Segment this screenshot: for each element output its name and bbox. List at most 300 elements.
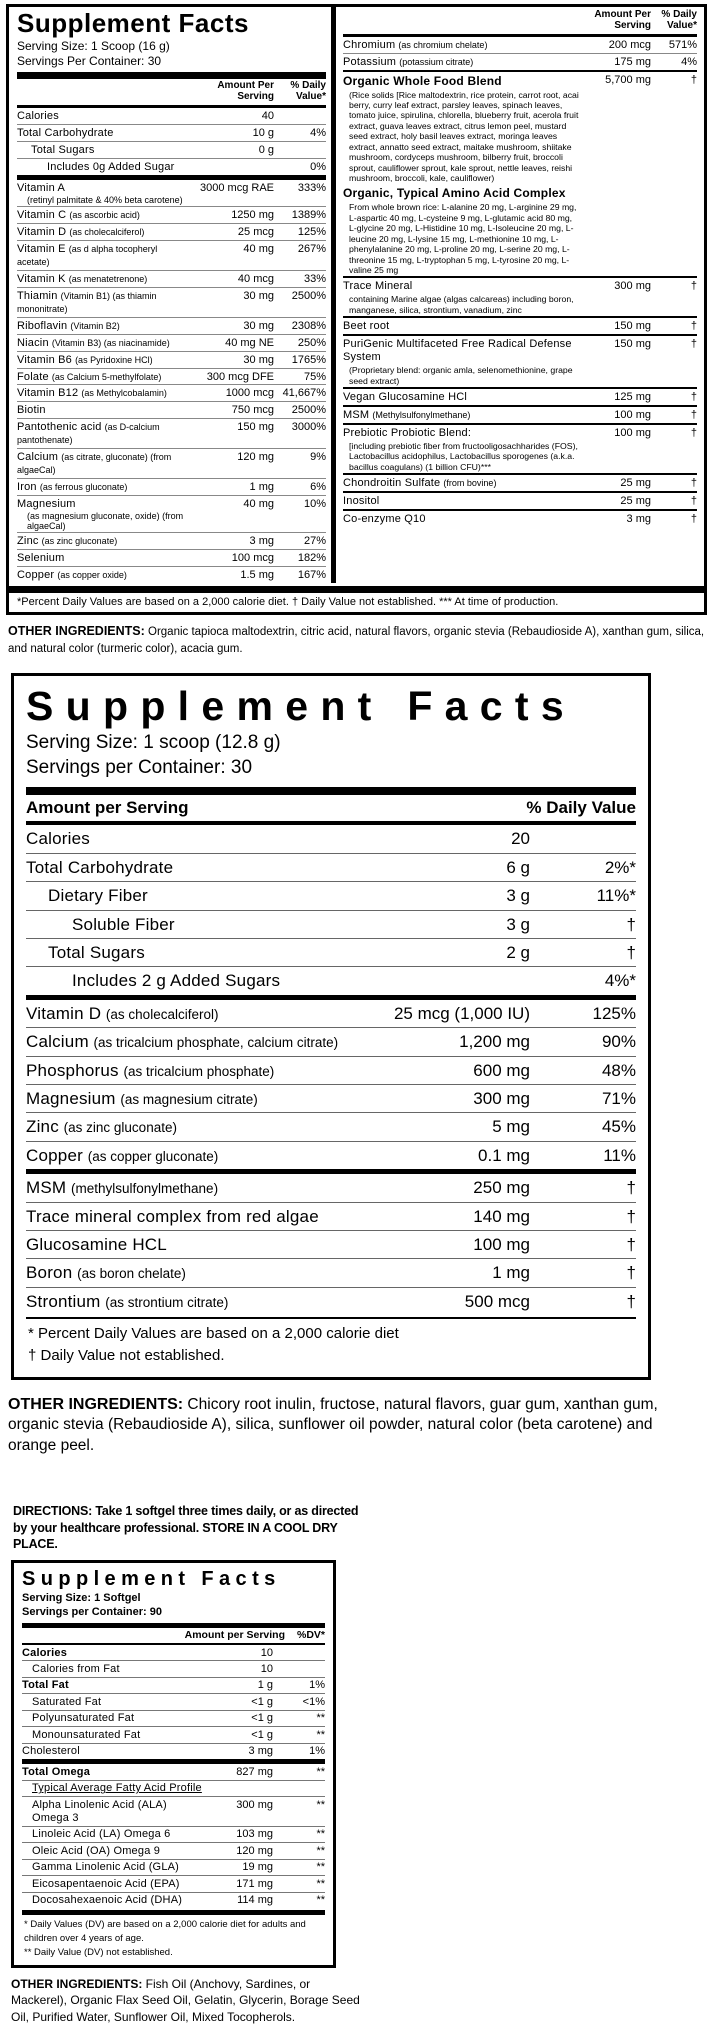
table-row xyxy=(22,1892,325,1908)
table-row xyxy=(17,566,326,583)
nutrient-note: (as tricalcium phosphate, calcium citrate) xyxy=(93,1035,339,1051)
row-name xyxy=(26,1292,372,1312)
other-ingredients-text: Organic tapioca maltodextrin, citric acid, natural flavors, organic stevia (Rebaudioside A), xanthan gum, silica, and natural color (turmeric color), acacia gum. xyxy=(8,626,705,655)
nutrient-name: Boron xyxy=(26,1263,73,1283)
row-daily-value: † xyxy=(626,942,636,962)
row-daily-value: ** xyxy=(316,1765,325,1778)
row-amount: 30 mg xyxy=(243,319,274,332)
row-amount: 300 mg xyxy=(236,1798,273,1811)
nutrient-name: Zinc xyxy=(17,535,39,548)
nutrient-name: Vitamin A xyxy=(17,181,66,194)
top-label-right-column xyxy=(336,7,704,583)
row-name xyxy=(343,427,579,472)
row-amount: 3000 mcg RAE xyxy=(200,181,274,194)
row-daily-value: † xyxy=(690,495,697,508)
divider-bar xyxy=(17,72,326,79)
table-row xyxy=(17,448,326,478)
nutrient-name: Soluble Fiber xyxy=(72,914,175,934)
nutrient-name: Iron xyxy=(17,481,37,494)
table-row xyxy=(26,1202,636,1230)
nutrient-note: (from bovine) xyxy=(443,478,497,489)
row-daily-value: 33% xyxy=(303,272,326,285)
nutrient-name: Alpha Linolenic Acid (ALA) Omega 3 xyxy=(32,1798,167,1824)
row-amount: 103 mg xyxy=(236,1828,273,1841)
table-row xyxy=(26,1258,636,1286)
row-daily-value: † xyxy=(626,1291,636,1311)
nutrient-note: (as boron chelate) xyxy=(77,1266,186,1282)
table-row xyxy=(17,401,326,418)
nutrient-note: (potassium citrate) xyxy=(399,56,474,67)
amount-header: Amount Per Serving xyxy=(217,80,274,103)
row-name xyxy=(22,1696,205,1709)
table-row xyxy=(22,1859,325,1875)
column-headers xyxy=(26,795,636,825)
top-label-title: Supplement Facts xyxy=(17,8,249,38)
nutrient-description: containing Marine algae (algas calcareas) including boron, manganese, silica, strontium, vanadium, zinc xyxy=(349,294,574,315)
row-name xyxy=(26,858,372,878)
row-amount: 6 g xyxy=(506,857,530,877)
row-daily-value: 27% xyxy=(303,535,326,548)
row-amount: 19 mg xyxy=(242,1861,273,1874)
nutrient-description: From whole brown rice: L-alanine 20 mg, L-arginine 29 mg, L-aspartic 40 mg, L-cysteine 9 mg, L-glutamic acid 80 mg, L-glycine 20 mg, L-Histidine 10 mg, L-Isoleucine 20 mg, L-leucine 20 mg, L-lysine 15 mg, L-methionine 10 mg, L-phenylalanine 20 mg, L-proline 20 mg, L-serine 20 mg, L-threonine 15 mg, L-tryptophan 5 mg, L-tyrosine 20 mg, L-valine 25 mg xyxy=(349,202,577,276)
servings-per-container: Servings Per Container: 30 xyxy=(17,54,162,69)
directions xyxy=(13,1503,361,1552)
row-amount: 750 mcg xyxy=(231,404,274,417)
row-name xyxy=(22,1845,205,1858)
table-row xyxy=(22,1710,325,1726)
nutrient-name: Calories xyxy=(26,829,90,849)
nutrient-name: Prebiotic Probiotic Blend: xyxy=(343,427,472,440)
table-row xyxy=(17,351,326,368)
row-daily-value: 45% xyxy=(601,1117,636,1137)
row-amount: 827 mg xyxy=(236,1765,273,1778)
bot-label-footnotes xyxy=(22,1910,325,1959)
row-amount: 300 mg xyxy=(614,280,651,293)
nutrient-note: (as citrate, gluconate) (from algaeCal) xyxy=(17,452,172,476)
nutrient-description: [including prebiotic fiber from fructooligosachharides (FOS), Lactobacillus acidophilus, Lactobacillus sporogenes (a.k.a. bacillus coagulans) (1 billion CFU)*** xyxy=(349,441,578,472)
nutrient-name: Strontium xyxy=(26,1291,101,1311)
nutrient-description: (Rice solids [Rice maltodextrin, rice protein, carrot root, acai berry, curry leaf extract, parsley leaves, spinach leaves, tomato juice, spirulina, chlorella, blueberry fruit, acerola fruit extract, guava leaves extract, citrus lemon peel, mustard seed extract, holy basil leaves extract, moringa leaves extract, annatto seed extract, maitake mushroom, shiitake mushroom, cordyceps mushroom, bilberry fruit, broccoli sprout, cauliflower sprout, kale sprout, nettle leaves, reishi mushroom, broccoli, kale, cauliflower) xyxy=(349,89,579,183)
row-amount: 1,200 mg xyxy=(459,1032,530,1052)
row-name xyxy=(17,387,188,400)
row-daily-value: † xyxy=(690,477,697,490)
table-row xyxy=(17,206,326,223)
row-amount: 100 mg xyxy=(473,1234,530,1254)
row-name xyxy=(17,110,188,123)
scoop-supplement-facts-label xyxy=(11,673,651,1380)
row-daily-value: 11% xyxy=(603,1145,636,1165)
table-row xyxy=(26,1169,636,1201)
table-row xyxy=(343,184,697,276)
nutrient-note: (as copper oxide) xyxy=(57,570,127,581)
row-amount: 40 xyxy=(261,109,274,122)
daily-value-header: % Daily Value xyxy=(526,798,636,818)
table-row xyxy=(22,1693,325,1709)
servings-per-container: Servings per Container: 30 xyxy=(26,757,253,779)
row-amount: 0.1 mg xyxy=(478,1145,530,1165)
nutrient-name: Calcium xyxy=(17,451,59,464)
footnote-dv: * Percent Daily Values are based on a 2,000 calorie diet xyxy=(28,1325,399,1343)
row-amount: 114 mg xyxy=(237,1894,273,1907)
row-daily-value: † xyxy=(626,1263,636,1283)
table-row xyxy=(17,549,326,566)
nutrient-name: Magnesium xyxy=(26,1088,116,1108)
row-amount: 1000 mcg xyxy=(225,387,274,400)
row-daily-value: 333% xyxy=(297,181,326,194)
row-name xyxy=(17,404,188,417)
nutrient-name: MSM xyxy=(26,1178,67,1198)
row-amount: 150 mg xyxy=(237,421,274,434)
row-amount: 100 mg xyxy=(614,427,651,440)
table-row xyxy=(17,240,326,270)
row-amount: 1250 mg xyxy=(231,208,274,221)
row-daily-value: † xyxy=(690,513,697,526)
divider-bar xyxy=(26,787,636,795)
row-name xyxy=(26,1263,372,1283)
row-amount: 175 mg xyxy=(614,55,651,68)
row-name xyxy=(17,209,188,222)
table-row xyxy=(26,853,636,881)
row-name xyxy=(17,451,188,477)
nutrient-name: Linoleic Acid (LA) Omega 6 xyxy=(32,1828,171,1841)
nutrient-note: (as zinc gluconate) xyxy=(63,1120,177,1136)
row-amount: 120 mg xyxy=(237,451,274,464)
directions-store: STORE IN A COOL DRY PLACE. xyxy=(13,1520,338,1551)
row-name xyxy=(22,1663,205,1676)
row-name xyxy=(22,1878,205,1891)
table-row xyxy=(17,532,326,549)
row-amount: <1 g xyxy=(251,1712,273,1725)
row-name xyxy=(26,1032,372,1052)
row-name xyxy=(17,535,188,548)
nutrient-name: Calories xyxy=(22,1646,68,1659)
row-name xyxy=(22,1782,205,1795)
row-name xyxy=(17,243,188,269)
row-daily-value: 10% xyxy=(303,498,326,511)
row-daily-value: 75% xyxy=(303,370,326,383)
row-amount: 10 g xyxy=(252,126,274,139)
row-daily-value: 125% xyxy=(297,225,326,238)
row-daily-value: 4% xyxy=(310,126,326,139)
row-daily-value: 90% xyxy=(601,1032,636,1052)
row-amount: 25 mcg (1,000 IU) xyxy=(393,1003,530,1023)
row-name xyxy=(343,39,579,52)
table-row xyxy=(22,1759,325,1779)
row-amount: 250 mg xyxy=(473,1178,530,1198)
row-name xyxy=(17,481,188,494)
row-amount: 300 mcg DFE xyxy=(206,370,274,383)
nutrient-name: Beet root xyxy=(343,320,390,333)
table-row xyxy=(343,423,697,473)
row-daily-value: 2%* xyxy=(604,857,636,877)
row-amount: 25 mcg xyxy=(237,225,274,238)
directions-text: Take 1 softgel three times daily, or as directed by your healthcare professional. xyxy=(13,1504,359,1535)
top-label-columns xyxy=(9,7,704,583)
nutrient-name: Folate xyxy=(17,370,49,383)
row-name xyxy=(17,337,188,350)
row-amount: 5 mg xyxy=(492,1117,530,1137)
nutrient-name: Typical Average Fatty Acid Profile xyxy=(32,1782,202,1795)
nutrient-name: Thiamin xyxy=(17,289,58,302)
row-amount: 140 mg xyxy=(473,1206,530,1226)
nutrient-note: (as tricalcium phosphate) xyxy=(123,1063,275,1079)
table-row xyxy=(22,1660,325,1676)
row-daily-value: 125% xyxy=(592,1003,636,1023)
daily-value-header: % Daily Value* xyxy=(290,80,326,103)
row-amount: 3 g xyxy=(506,914,530,934)
amount-header: Amount per Serving xyxy=(184,1628,285,1641)
nutrient-name: Monounsaturated Fat xyxy=(32,1728,141,1741)
row-name xyxy=(17,421,188,447)
row-name xyxy=(17,320,188,333)
row-name xyxy=(343,495,579,508)
table-row xyxy=(343,509,697,527)
row-name xyxy=(17,226,188,239)
row-name xyxy=(17,161,188,174)
row-name xyxy=(17,273,188,286)
table-row xyxy=(17,384,326,401)
row-daily-value: 0% xyxy=(310,160,326,173)
nutrient-note: (methylsulfonylmethane) xyxy=(71,1181,219,1197)
directions-label: DIRECTIONS: xyxy=(13,1504,93,1519)
row-name xyxy=(17,498,188,531)
row-daily-value: 11%* xyxy=(596,886,636,906)
row-daily-value: † xyxy=(626,1234,636,1254)
nutrient-name: Docosahexaenoic Acid (DHA) xyxy=(32,1894,183,1907)
table-row xyxy=(22,1796,325,1825)
nutrient-name: Magnesium xyxy=(17,498,76,511)
row-amount: 1 mg xyxy=(492,1263,530,1283)
nutrient-name: Saturated Fat xyxy=(32,1695,102,1708)
nutrient-note: (as chromium chelate) xyxy=(398,39,488,50)
nutrient-note: (as Calcium 5-methylfolate) xyxy=(51,371,162,382)
table-row xyxy=(22,1743,325,1759)
row-name xyxy=(17,144,188,157)
other-ingredients-label: OTHER INGREDIENTS: xyxy=(11,1977,143,1992)
row-daily-value: ** xyxy=(316,1728,325,1741)
row-amount: 30 mg xyxy=(243,353,274,366)
nutrient-note: (Vitamin B1) (as thiamin mononitrate) xyxy=(17,290,157,314)
row-amount: 200 mcg xyxy=(608,38,651,51)
row-name xyxy=(343,56,579,69)
row-daily-value: ** xyxy=(316,1798,325,1811)
divider-bar xyxy=(9,586,704,593)
nutrient-note: (as ascorbic acid) xyxy=(69,209,140,220)
table-row xyxy=(17,175,326,206)
row-amount: 3 g xyxy=(506,886,530,906)
table-row xyxy=(17,124,326,141)
row-daily-value: 1% xyxy=(309,1679,325,1692)
row-name xyxy=(26,1178,372,1198)
bot-label-title: Supplement Facts xyxy=(22,1568,281,1591)
nutrient-name: Copper xyxy=(17,569,55,582)
nutrient-note: (as zinc gluconate) xyxy=(41,536,118,547)
row-daily-value: 9% xyxy=(310,451,326,464)
nutrient-note: (as d alpha tocopheryl acetate) xyxy=(17,243,158,267)
nutrient-name: Includes 2 g Added Sugars xyxy=(72,971,281,991)
serving-size: Serving Size: 1 scoop (12.8 g) xyxy=(26,731,281,753)
table-row xyxy=(17,418,326,448)
nutrient-name: Total Sugars xyxy=(31,143,95,156)
row-name xyxy=(26,1061,372,1081)
table-row xyxy=(26,1056,636,1084)
row-daily-value: 571% xyxy=(668,38,697,51)
table-row xyxy=(26,1287,636,1315)
row-daily-value: † xyxy=(626,914,636,934)
row-amount: 100 mcg xyxy=(231,552,274,565)
row-amount: 40 mg xyxy=(243,242,274,255)
other-ingredients-mid xyxy=(8,1394,668,1458)
row-daily-value: 4% xyxy=(681,55,697,68)
nutrient-name: Includes 0g Added Sugar xyxy=(47,160,175,173)
row-amount: 25 mg xyxy=(620,477,651,490)
other-ingredients-top xyxy=(8,623,705,657)
nutrient-name: Phosphorus xyxy=(26,1060,119,1080)
row-daily-value: † xyxy=(690,320,697,333)
table-row xyxy=(22,1780,325,1796)
row-daily-value: † xyxy=(690,338,697,351)
row-amount: 2 g xyxy=(506,942,530,962)
table-row xyxy=(26,1084,636,1112)
row-daily-value: † xyxy=(690,427,697,440)
nutrient-name: Glucosamine HCL xyxy=(26,1234,167,1254)
row-name xyxy=(22,1799,205,1825)
row-daily-value: 2500% xyxy=(291,404,326,417)
table-row xyxy=(26,910,636,938)
table-row xyxy=(343,316,697,334)
serving-size: Serving Size: 1 Softgel xyxy=(22,1592,141,1605)
nutrient-note: (Vitamin B3) (as niacinamide) xyxy=(51,337,170,348)
row-amount: 125 mg xyxy=(614,391,651,404)
row-name xyxy=(343,409,579,422)
table-row xyxy=(26,1141,636,1169)
table-row xyxy=(26,825,636,852)
table-row xyxy=(26,938,636,966)
nutrient-note: (as D-calcium pantothenate) xyxy=(17,422,160,446)
row-name xyxy=(26,943,372,963)
nutrient-name: Vitamin B6 xyxy=(17,353,72,366)
nutrient-rows xyxy=(22,1645,325,1908)
column-headers xyxy=(17,79,326,105)
row-amount: 3 mg xyxy=(626,513,651,526)
table-row xyxy=(17,108,326,124)
nutrient-name: Oleic Acid (OA) Omega 9 xyxy=(32,1844,161,1857)
row-daily-value: 6% xyxy=(310,481,326,494)
row-amount: <1 g xyxy=(251,1695,273,1708)
table-row xyxy=(343,405,697,423)
row-daily-value: 2500% xyxy=(291,289,326,302)
footnote-dv: * Daily Values (DV) are based on a 2,000 calorie diet for adults and children over 4 years of age. xyxy=(24,1919,306,1944)
nutrient-description: (Proprietary blend: organic amla, selenomethionine, grape seed extract) xyxy=(349,365,573,386)
row-name xyxy=(22,1729,205,1742)
other-ingredients-label: OTHER INGREDIENTS: xyxy=(8,1395,184,1413)
table-row xyxy=(343,276,697,316)
table-row xyxy=(26,1112,636,1140)
nutrient-name: Trace Mineral xyxy=(343,280,413,293)
table-row xyxy=(343,491,697,509)
row-daily-value: 71% xyxy=(601,1088,636,1108)
nutrient-name: Total Fat xyxy=(22,1679,69,1692)
row-daily-value: ** xyxy=(316,1894,325,1907)
row-amount: 0 g xyxy=(258,143,274,156)
column-headers xyxy=(343,8,697,34)
nutrient-name: Dietary Fiber xyxy=(48,886,148,906)
nutrient-name: Calories xyxy=(17,109,59,122)
other-ingredients-bot xyxy=(11,1976,363,2025)
row-daily-value: † xyxy=(690,73,697,86)
nutrient-name: MSM xyxy=(343,409,370,422)
nutrient-name: Niacin xyxy=(17,336,49,349)
nutrient-note: (Methylsulfonylmethane) xyxy=(372,410,471,421)
table-row xyxy=(343,37,697,53)
nutrient-note: (as Methylcobalamin) xyxy=(81,388,167,399)
table-row xyxy=(17,223,326,240)
row-daily-value: 1% xyxy=(309,1745,325,1758)
nutrient-note: (as magnesium citrate) xyxy=(120,1091,258,1107)
nutrient-name: Vitamin B12 xyxy=(17,387,79,400)
servings-per-container: Servings per Container: 90 xyxy=(22,1606,162,1619)
row-daily-value: 2308% xyxy=(291,319,326,332)
row-amount: 1.5 mg xyxy=(240,569,274,582)
nutrient-name: Selenium xyxy=(17,552,65,565)
column-headers xyxy=(22,1628,325,1645)
table-row xyxy=(343,53,697,70)
nutrient-name: Organic, Typical Amino Acid Complex xyxy=(343,186,566,201)
table-row xyxy=(26,881,636,909)
table-row xyxy=(17,478,326,495)
nutrient-name: Total Carbohydrate xyxy=(26,857,174,877)
table-row xyxy=(17,158,326,175)
top-label-left-column xyxy=(9,7,331,583)
nutrient-name: Vitamin E xyxy=(17,242,66,255)
nutrient-subline: (as magnesium gluconate, oxide) (from algaeCal) xyxy=(27,511,184,532)
footnote-dagger: ** Daily Value (DV) not established. xyxy=(24,1946,173,1958)
row-daily-value: 1765% xyxy=(291,353,326,366)
footnote-dagger: † Daily Value not established. xyxy=(28,1346,225,1364)
table-row xyxy=(26,1027,636,1055)
nutrient-name: Biotin xyxy=(17,404,46,417)
table-row xyxy=(22,1726,325,1742)
nutrient-name: Vitamin D xyxy=(17,225,67,238)
nutrient-name: Potassium xyxy=(343,55,397,68)
nutrient-name: Total Carbohydrate xyxy=(17,126,114,139)
nutrient-name: Cholesterol xyxy=(22,1745,80,1758)
row-name xyxy=(343,391,579,404)
nutrient-rows-right xyxy=(343,37,697,528)
row-daily-value: 41,667% xyxy=(282,387,326,400)
row-name xyxy=(343,477,579,490)
row-amount: 3 mg xyxy=(248,1745,273,1758)
row-name xyxy=(17,354,188,367)
row-daily-value: 48% xyxy=(601,1060,636,1080)
row-name xyxy=(26,1089,372,1109)
row-daily-value: 167% xyxy=(297,569,326,582)
nutrient-note: (as ferrous gluconate) xyxy=(39,482,128,493)
table-row xyxy=(17,334,326,351)
table-row xyxy=(22,1875,325,1891)
row-name xyxy=(22,1766,205,1779)
row-name xyxy=(26,1117,372,1137)
table-row xyxy=(22,1645,325,1660)
table-row xyxy=(17,495,326,532)
row-daily-value: 4%* xyxy=(604,971,636,991)
row-daily-value: 250% xyxy=(297,336,326,349)
row-name xyxy=(343,320,579,333)
row-amount: 40 mcg xyxy=(237,272,274,285)
other-ingredients-label: OTHER INGREDIENTS: xyxy=(8,624,145,639)
row-daily-value: † xyxy=(690,391,697,404)
row-amount: 300 mg xyxy=(473,1088,530,1108)
